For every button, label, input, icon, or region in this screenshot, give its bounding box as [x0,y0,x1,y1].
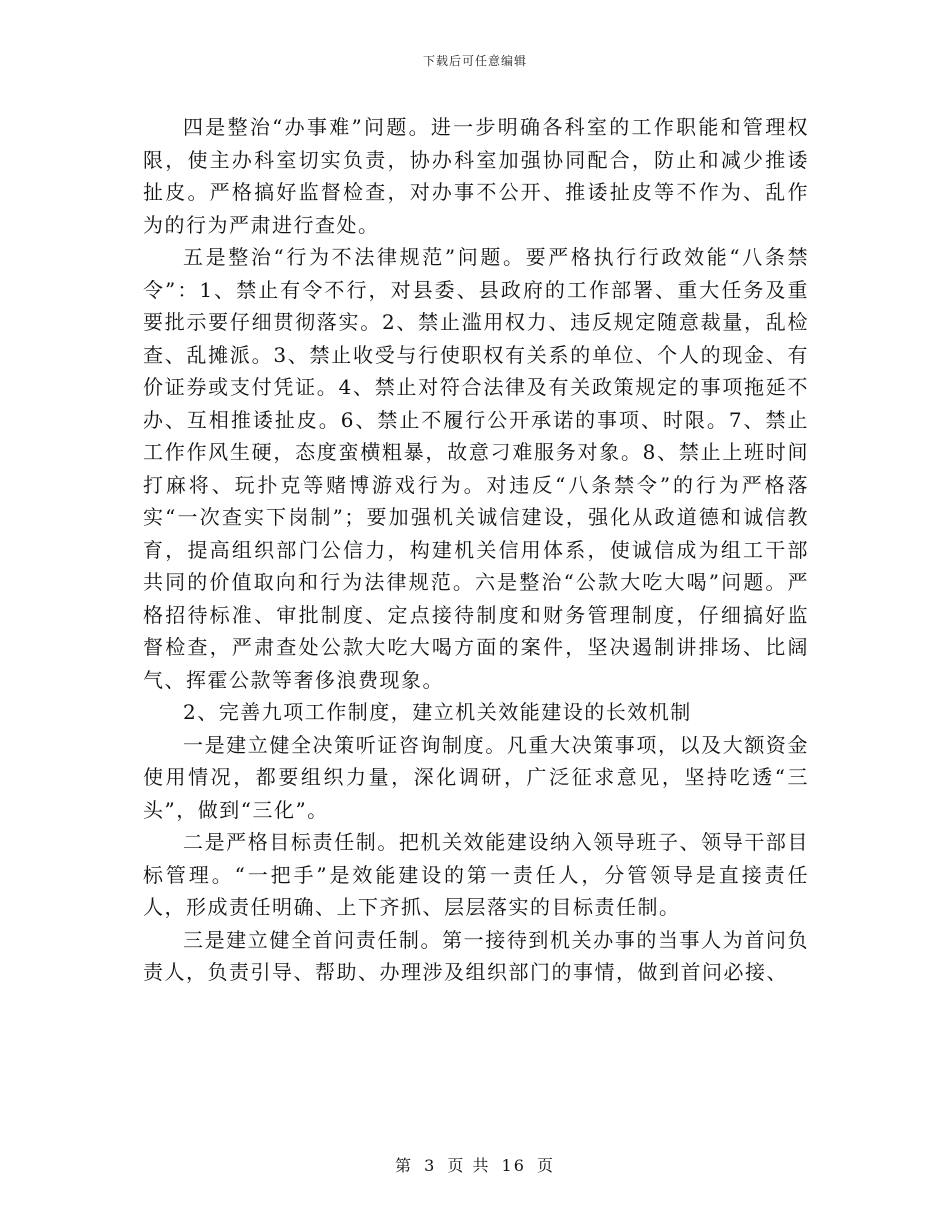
paragraph-2: 五是整治“行为不法律规范”问题。要严格执行行政效能“八条禁令”：1、禁止有令不行，对县委、县政府的工作部署、重大任务及重要批示要仔细贯彻落实。2、禁止滥用权力、违反规定随意裁量，乱检查、乱摊派。3、禁止收受与行使职权有关系的单位、个人的现金、有价证券或支付凭证。4、禁止对符合法律及有关政策规定的事项拖延不办、互相推诿扯皮。6、禁止不履行公开承诺的事项、时限。7、禁止工作作风生硬，态度蛮横粗暴，故意刁难服务对象。8、禁止上班时间打麻将、玩扑克等赌博游戏行为。对违反“八条禁令”的行为严格落实“一次查实下岗制”；要加强机关诚信建设，强化从政道德和诚信教育，提高组织部门公信力，构建机关信用体系，使诚信成为组工干部共同的价值取向和行为法律规范。六是整治“公款大吃大喝”问题。严格招待标准、审批制度、定点接待制度和财务管理制度，仔细搞好监督检查，严肃查处公款大吃大喝方面的案件，坚决遏制讲排场、比阔气、挥霍公款等奢侈浪费现象。 [143,245,809,692]
section-heading: 2、完善九项工作制度，建立机关效能建设的长效机制 [183,700,692,724]
page-header: 下载后可任意编辑 [422,54,527,68]
paragraph-1: 四是整治“办事难”问题。进一步明确各科室的工作职能和管理权限，使主办科室切实负责，协办科室加强协同配合，防止和减少推诿扯皮。严格搞好监督检查，对办事不公开、推诿扯皮等不作为、乱作为的行为严肃进行查处。 [143,115,809,237]
footer-middle: 页 共 [447,1156,491,1175]
footer-current-page: 3 [424,1156,437,1175]
paragraph-3: 一是建立健全决策听证咨询制度。凡重大决策事项，以及大额资金使用情况，都要组织力量，深化调研，广泛征求意见，坚持吃透“三头”，做到“三化”。 [143,732,809,822]
paragraph-4: 二是严格目标责任制。把机关效能建设纳入领导班子、领导干部目标管理。“一把手”是效能建设的第一责任人，分管领导是直接责任人，形成责任明确、上下齐抓、层层落实的目标责任制。 [143,830,809,919]
footer-suffix: 页 [537,1156,556,1175]
page-footer [0,1153,950,1176]
footer-total-pages: 16 [501,1156,526,1175]
paragraph-5: 三是建立健全首问责任制。第一接待到机关办事的当事人为首问负责人，负责引导、帮助、办理涉及组织部门的事情，做到首问必接、 [143,927,809,984]
document-body [143,111,809,989]
footer-prefix: 第 [394,1156,413,1175]
